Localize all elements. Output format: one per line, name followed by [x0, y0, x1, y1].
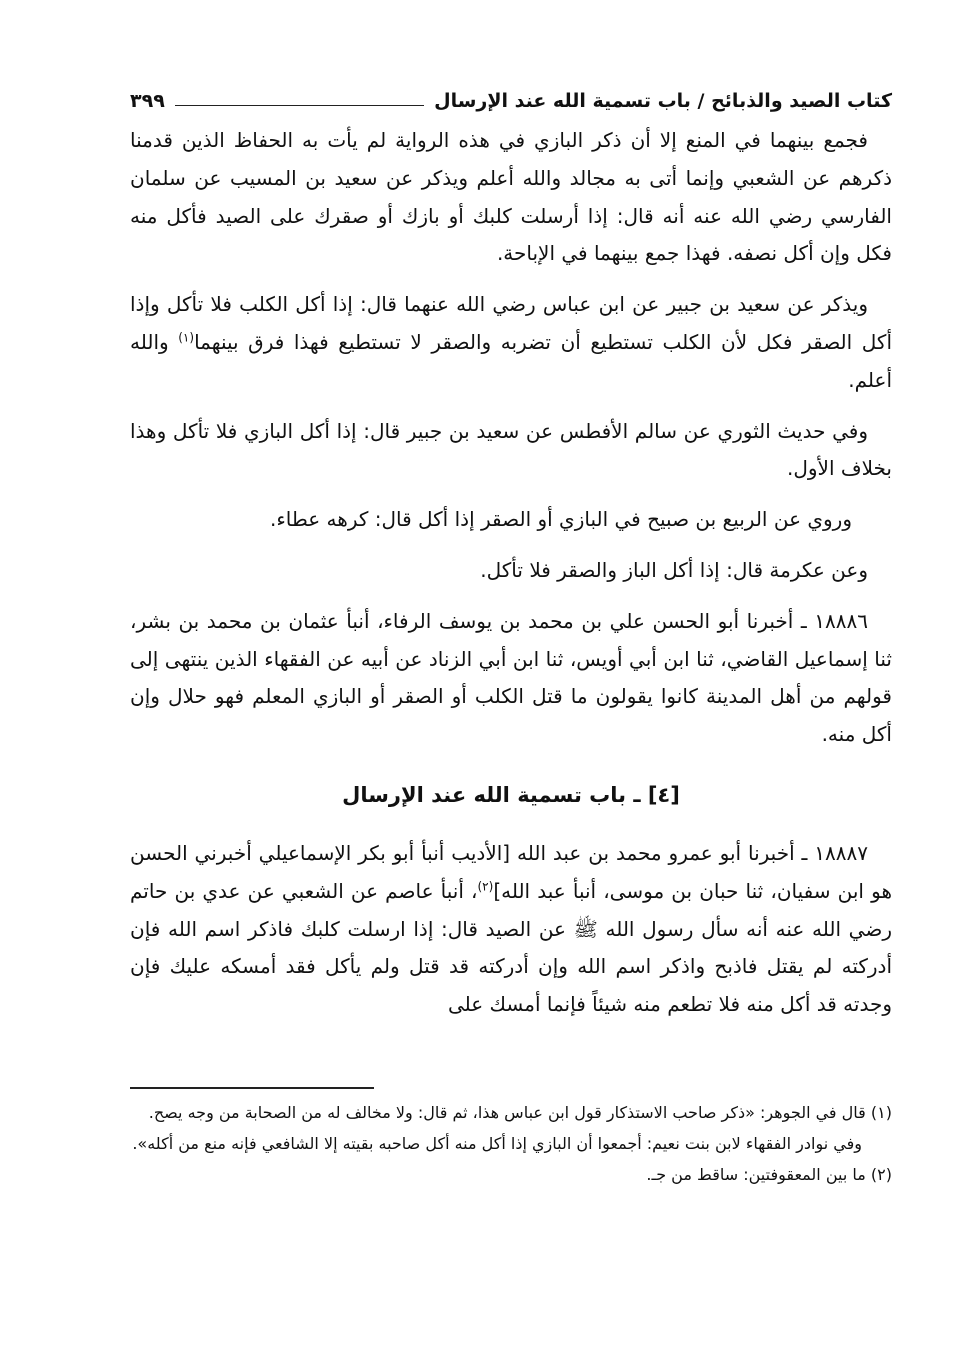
footnote-2-number: (٢): [870, 1164, 892, 1184]
paragraph-5: وعن عكرمة قال: إذا أكل الباز والصقر فلا تأكل.: [480, 557, 868, 582]
running-header-title: كتاب الصيد والذبائح / باب تسمية الله عند الإرسال: [434, 90, 892, 112]
hadith-18887-text: ، أنبأ عاصم عن الشعبي عن عدي بن حاتم رضي الله عنه أنه سأل رسول الله ﷺ عن الصيد قال: إذا ارسلت كلبك فاذكر اسم الله فإن أدركته لم يقتل فاذبح واذكر اسم الله وإن أدركته قد قتل ولم يأكل فقد أمسكه عليك فإن وجدته قد أكل منه فلا تطعم منه شيئاً فإنما أمسك على: [130, 878, 892, 1017]
main-text: [130, 122, 892, 1024]
footnote-2: [130, 1159, 892, 1190]
footnote-1-continuation-text: وفي نوادر الفقهاء لابن بنت نعيم: أجمعوا أن البازي إذا أكل منه أكل صاحبه بقيته إلا الشافعي فإنه منع من أكله».: [132, 1133, 862, 1153]
hadith-18887-isnad: ١٨٨٨٧ ـ أخبرنا أبو عمرو محمد بن عبد الله [الأديب أنبأ أبو بكر الإسماعيلي أخبرني الحسن هو ابن سفيان، ثنا حبان بن موسى، أنبأ عبد الله]: [130, 840, 893, 903]
header-rule: [175, 105, 424, 106]
footnote-ref-1[interactable]: (١): [178, 330, 195, 345]
paragraph-2-end: والله أعلم.: [130, 329, 892, 392]
page-number: ٣٩٩: [130, 90, 165, 112]
running-header: [130, 78, 892, 112]
footnote-2-text: ما بين المعقوفتين: ساقط من جـ.: [646, 1164, 866, 1184]
paragraph-2-word: بينهما: [194, 329, 239, 354]
footnote-1: [130, 1097, 892, 1128]
book-page: [130, 78, 892, 1190]
paragraph-4: وروي عن الربيع بن صبيح في البازي أو الصقر إذا أكل قال: كرهه عطاء.: [270, 507, 852, 532]
footnote-1-number: (١): [870, 1102, 892, 1122]
paragraph-3: وفي حديث الثوري عن سالم الأفطس عن سعيد بن جبير قال: إذا أكل البازي فلا تأكل وهذا بخلاف الأول.: [130, 418, 892, 481]
section-heading: [٤] ـ باب تسمية الله عند الإرسال: [342, 782, 680, 807]
footnote-1-text: قال في الجوهر: «ذكر صاحب الاستذكار قول ابن عباس هذا، ثم قال: ولا مخالف له من الصحابة من وجه يصح.: [148, 1102, 866, 1122]
footnotes: [130, 1097, 892, 1190]
paragraph-2-body: ويذكر عن سعيد بن جبير عن ابن عباس رضي الله عنهما قال: إذا أكل الكلب فلا تأكل وإذا أكل الصقر فكل لأن الكلب تستطيع أن تضربه والصقر لا تستطيع فهذا فرق: [130, 292, 893, 354]
footnote-1-continuation: [130, 1128, 892, 1159]
paragraph-hadith-18886: ١٨٨٨٦ ـ أخبرنا أبو الحسن علي بن محمد بن يوسف الرفاء، أنبأ عثمان بن محمد بن بشر، ثنا إسماعيل القاضي، ثنا ابن أبي أويس، ثنا ابن أبي الزناد عن أبيه عن الفقهاء الذين ينتهى إلى قولهم من أهل المدينة كانوا يقولون ما قتل الكلب أو الصقر أو البازي المعلم فهو حلال وإن أكل منه.: [130, 608, 892, 747]
paragraph-1: فجمع بينهما في المنع إلا أن ذكر البازي في هذه الرواية لم يأت به الحفاظ الذين قدمنا ذكرهم عن الشعبي وإنما أتى به مجالد والله أعلم ويذكر عن سعيد بن المسيب عن سلمان الفارسي رضي الله عنه أنه قال: إذا أرسلت كلبك أو بازك أو صقرك على الصيد فأكل منه فكل وإن أكل نصفه. فهذا جمع بينهما في الإباحة.: [130, 128, 892, 266]
paragraph-hadith-18887: [130, 835, 892, 1024]
footnote-separator: [130, 1087, 374, 1089]
footnote-ref-2[interactable]: (٢): [477, 879, 494, 894]
paragraph-2: [130, 286, 892, 399]
